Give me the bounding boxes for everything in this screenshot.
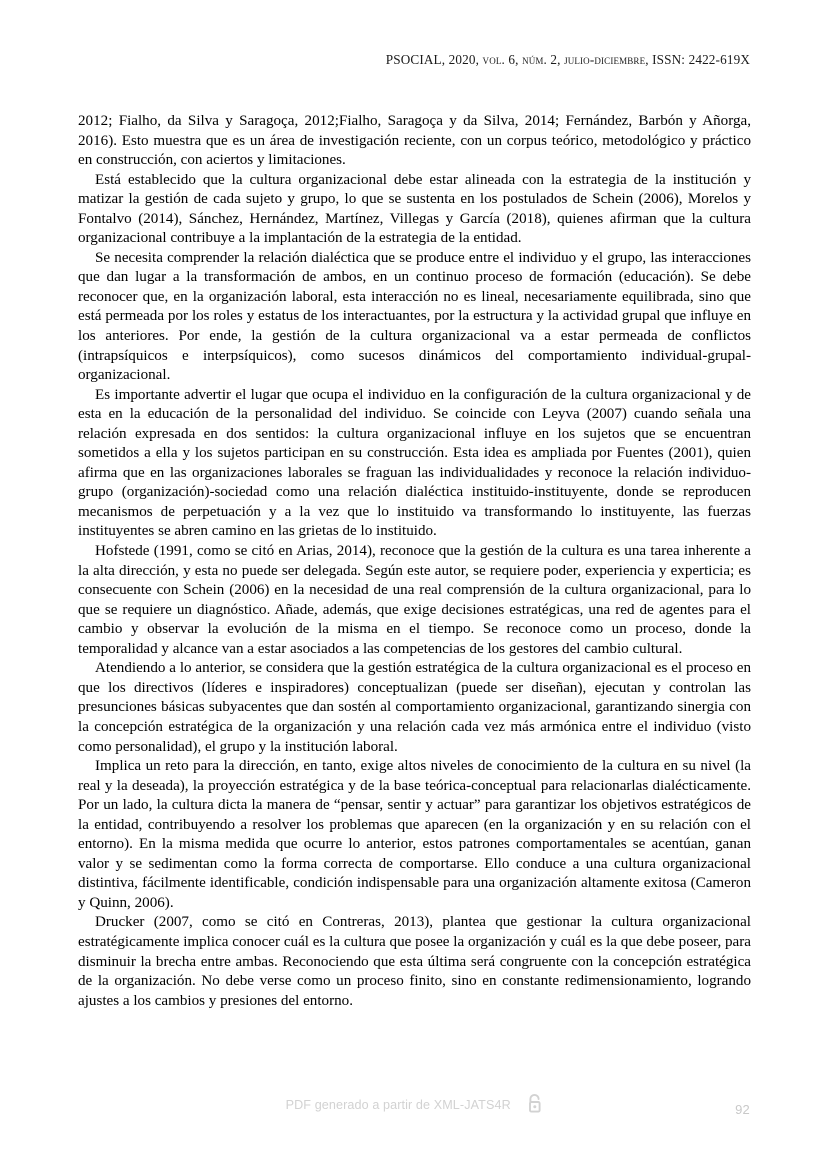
issn-value: 2422-619X <box>688 52 750 67</box>
body-text-column <box>78 112 751 1011</box>
paragraph: Hofstede (1991, como se citó en Arias, 2014), reconoce que la gestión de la cultura es una tarea inherente a la alta dirección, y esta no puede ser delegada. Según este autor, se requiere poder, experiencia y experticia; es consecuente con Schein (2006) en la necesidad de una real comprensión de la cultura organizacional, para lo que se requiere un diagnóstico. Añade, además, que exige decisiones estratégicas, una red de agentes para el cambio y observar la evolución de la misma en el tiempo. Se reconoce como un proceso, donde la temporalidad y alcance van a estar asociados a las competencias de los gestores del cambio cultural. <box>78 543 751 657</box>
paragraph: Implica un reto para la dirección, en tanto, exige altos niveles de conocimiento de la cultura en su nivel (la real y la deseada), la proyección estratégica y de la base teórica-conceptual para relacionarlas dialécticamente. Por un lado, la cultura dicta la manera de “pensar, sentir y actuar” para garantizar los objetivos estratégicos de la entidad, contribuyendo a resolver los problemas que aparecen (en la organización y en su relación con el entorno). En la misma medida que ocurre lo anterior, estos patrones comportamentales se acentúan, ganan valor y se sedimentan como la forma correcta de comportarse. Ello conduce a una cultura organizacional distintiva, fácilmente identificable, condición indispensable para una organización altamente exitosa (Cameron y Quinn, 2006). <box>78 758 751 911</box>
issn-label: ISSN: <box>652 52 686 67</box>
footer-note-label: PDF generado a partir de XML-JATS4R <box>285 1097 511 1112</box>
paragraph: Es importante advertir el lugar que ocupa el individuo en la configuración de la cultura organizacional y de esta en la educación de la personalidad del individuo. Se coincide con Leyva (2007) cuando señala una relación expresada en dos sentidos: la cultura organizacional influye en los sujetos que se encuentran sometidos a ella y los sujetos participan en su construcción. Esta idea es ampliada por Fuentes (2001), quien afirma que en las organizaciones laborales se fraguan las individualidades y reconoce la relación individuo-grupo (organización)-sociedad como una relación dialéctica instituido-instituyente, donde se reproducen mecanismos de perpetuación y a la vez que lo instituido va transformando lo instituyente, las fuerzas instituyentes se abren camino en las grietas de lo instituido. <box>78 386 751 540</box>
issue-label: núm. <box>522 52 547 67</box>
paragraph: Está establecido que la cultura organizacional debe estar alineada con la estrategia de la institución y matizar la gestión de cada sujeto y grupo, lo que se sustenta en los postulados de Schein (2006), Morelos y Fontalvo (2014), Sánchez, Hernández, Martínez, Villegas y García (2018), quienes afirman que la cultura organizacional contribuye a la implantación de la estrategia de la entidad. <box>78 171 751 247</box>
paragraph: Drucker (2007, como se citó en Contreras, 2013), plantea que gestionar la cultura organizacional estratégicamente implica conocer cuál es la cultura que posee la organización y cuál es la que debe poseer, para disminuir la brecha entre ambas. Reconociendo que esta última será congruente con la concepción estratégica de la organización. No debe verse como un proceso finito, sino en constante redimensionamiento, logrando ajustes a los cambios y presiones del entorno. <box>78 914 751 1009</box>
running-head-text: PSOCIAL, 2020, vol. 6, núm. 2, julio-diciembre, ISSN: 2422-619X <box>385 52 750 67</box>
publication-year: 2020 <box>448 52 476 67</box>
volume-label: vol. <box>482 52 505 67</box>
paragraph: Atendiendo a lo anterior, se considera que la gestión estratégica de la cultura organizacional es el proceso en que los directivos (líderes e inspiradores) conceptualizan (puede ser diseñan), ejecutan y controlan las presunciones básicas subyacentes que dan sostén al comportamiento organizacional, garantizando sinergia con la concepción estratégica de la organización y una relación cada vez más armónica entre el individuo (visto como personalidad), el grupo y la institución laboral. <box>78 660 751 755</box>
volume-number: 6 <box>508 52 516 67</box>
page-footer <box>0 1094 828 1134</box>
open-lock-icon <box>527 1093 542 1114</box>
journal-name: PSOCIAL <box>385 52 442 67</box>
paragraph: Se necesita comprender la relación dialéctica que se produce entre el individuo y el grupo, las interacciones que dan lugar a la transformación de ambos, en un continuo proceso de formación (educación). Se debe reconocer que, en la organización laboral, esta interacción no es lineal, necesariamente equilibrada, sino que está permeada por los roles y estatus de los interactuantes, por la estructura y la actividad grupal que influye en los anteriores. Por ende, la gestión de la cultura organizacional va a estar permeada de conflictos (intrapsíquicos e interpsíquicos), como sucesos dinámicos del comportamiento individual-grupal-organizacional. <box>78 249 751 384</box>
paragraph: 2012; Fialho, da Silva y Saragoça, 2012;Fialho, Saragoça y da Silva, 2014; Fernández, Barbón y Añorga, 2016). Esto muestra que es un área de investigación reciente, con un corpus teórico, metodológico y práctico en construcción, con aciertos y limitaciones. <box>78 113 751 169</box>
footer-note <box>0 1094 828 1115</box>
running-head <box>78 52 750 68</box>
issue-number: 2 <box>550 52 558 67</box>
page-number: 92 <box>735 1102 750 1117</box>
issue-period: julio-diciembre <box>564 52 646 67</box>
